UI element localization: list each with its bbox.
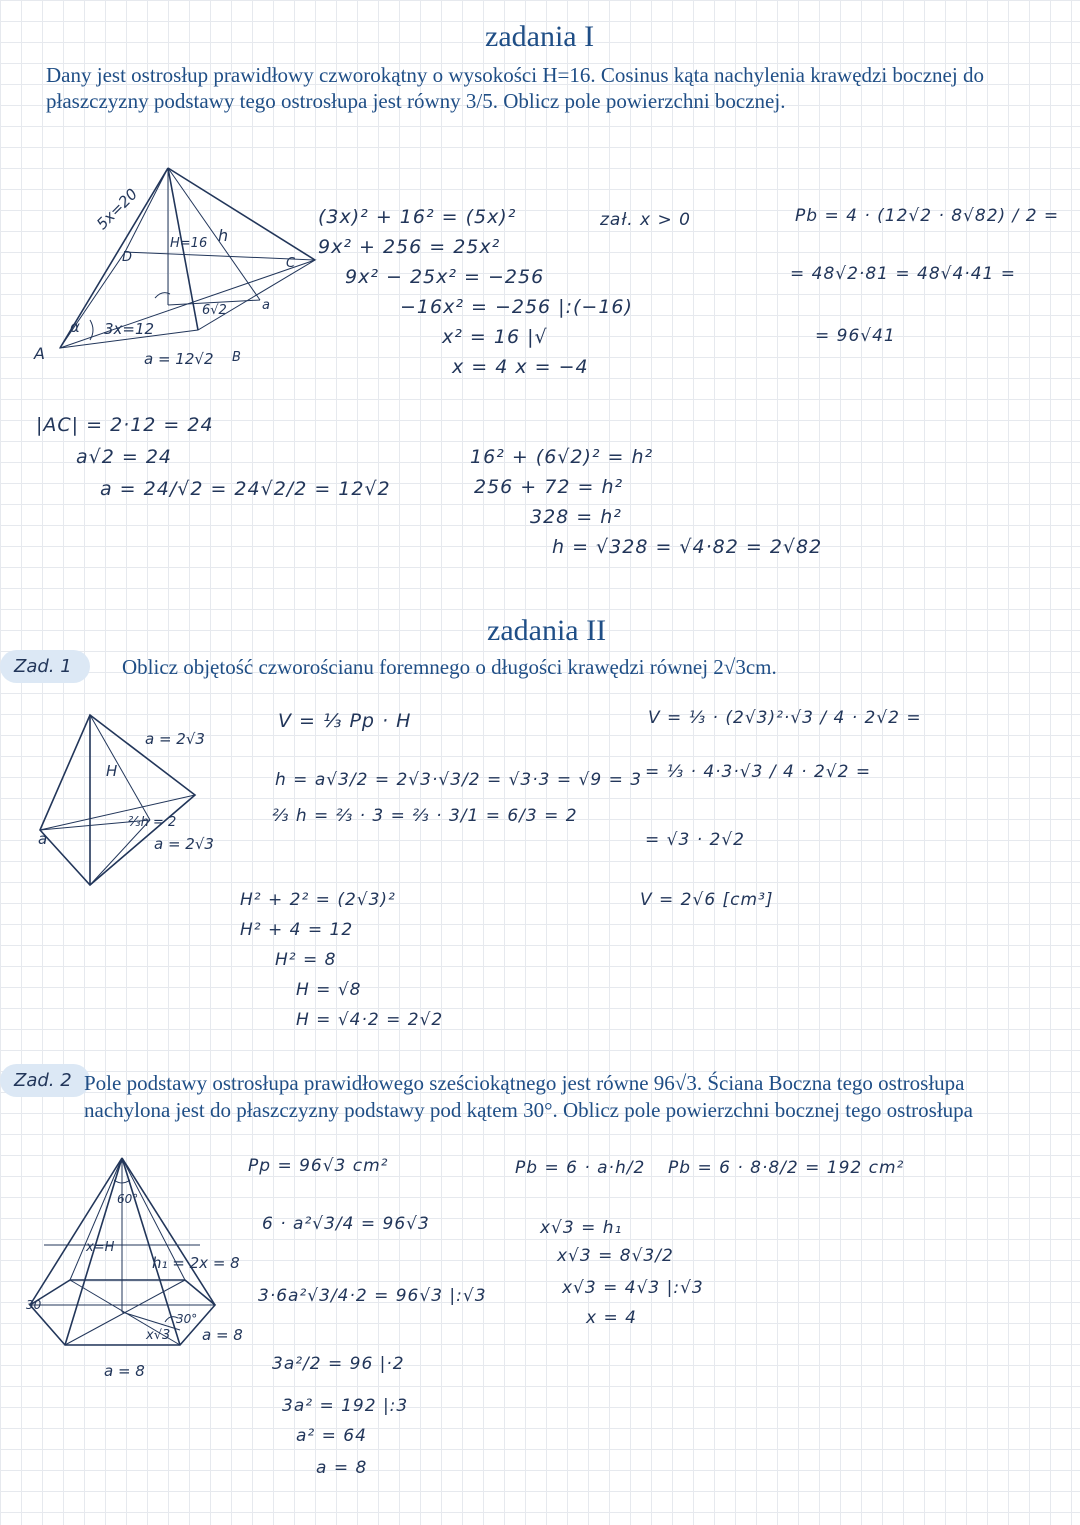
zad2-task-line1: Pole podstawy ostrosłupa prawidłowego sześciokątnego jest równe 96√3. Ściana Boczna tego ostrosłupa: [84, 1071, 965, 1095]
fig3-label-30-left: 30: [26, 1298, 42, 1312]
eq-x-2: 9x² + 256 = 25x²: [318, 236, 501, 258]
fig2-label-H: H: [106, 762, 118, 780]
ac-line-1: |AC| = 2·12 = 24: [36, 414, 214, 436]
section2-title: zadania II: [487, 614, 607, 647]
fig2-label-two-thirds: ⅔h = 2: [128, 815, 177, 830]
fig1-label-C: C: [286, 256, 296, 271]
fig3-label-60: 60°: [117, 1192, 139, 1206]
zad2-task-line2: nachylona jest do płaszczyzny podstawy pod kątem 30°. Oblicz pole powierzchni bocznej tego ostrosłupa: [84, 1098, 973, 1122]
fig1-label-half-diag: 3x=12: [104, 320, 155, 338]
zad1-v-line-3: = √3 · 2√2: [645, 830, 745, 850]
h-line-3: 328 = h²: [530, 506, 622, 528]
zad2-pb-result: Pb = 6 · 8·8/2 = 192 cm²: [668, 1158, 905, 1178]
pb-line-3: = 96√41: [815, 326, 896, 346]
fig1-label-slant: 5x=20: [92, 184, 142, 234]
square-pyramid-figure: [30, 150, 330, 380]
h-line-1: 16² + (6√2)² = h²: [470, 446, 654, 468]
task1-line2: płaszczyzny podstawy tego ostrosłupa jest równy 3/5. Oblicz pole powierzchni bocznej.: [46, 89, 786, 113]
fig1-label-h: h: [218, 226, 229, 245]
zad1-H-line-3: H² = 8: [275, 950, 337, 970]
zad1-H-line-4: H = √8: [296, 980, 362, 1000]
zad2-pp-line-4: 3a²/2 = 96 |·2: [272, 1354, 405, 1374]
fig1-label-half-side: 6√2: [202, 303, 227, 318]
zad2-x-line-2: x√3 = 8√3/2: [557, 1246, 674, 1266]
ac-line-3: a = 24/√2 = 24√2/2 = 12√2: [100, 478, 391, 500]
h-line-4: h = √328 = √4·82 = 2√82: [552, 536, 823, 558]
section1-title: zadania I: [485, 20, 595, 53]
fig1-label-H: H=16: [170, 236, 208, 251]
fig2-label-a-left: a: [38, 830, 48, 848]
fig1-label-D: D: [122, 250, 133, 265]
zad1-v-line-2: = ⅓ · 4·3·√3 / 4 · 2√2 =: [645, 762, 872, 782]
task1-line1: Dany jest ostrosłup prawidłowy czworokątny o wysokości H=16. Cosinus kąta nachylenia krawędzi bocznej do: [46, 63, 984, 87]
pb-line-1: Pb = 4 · (12√2 · 8√82) / 2 =: [795, 206, 1060, 226]
fig1-label-a: a: [262, 298, 270, 313]
zad1-v-line-4: V = 2√6 [cm³]: [640, 890, 774, 910]
zad2-label: Zad. 2: [0, 1064, 90, 1097]
zad1-label: Zad. 1: [0, 650, 90, 683]
fig3-label-H: x=H: [86, 1240, 115, 1255]
eq-x-4: −16x² = −256 |:(−16): [400, 296, 633, 318]
zad2-x-line-4: x = 4: [586, 1308, 637, 1328]
zad2-x-line-1: x√3 = h₁: [540, 1218, 623, 1238]
zad1-H-line-1: H² + 2² = (2√3)²: [240, 890, 396, 910]
zad2-pp-line-2: 6 · a²√3/4 = 96√3: [262, 1214, 430, 1234]
fig3-label-a-bottom: a = 8: [104, 1362, 145, 1380]
fig3-label-h: h₁ = 2x = 8: [152, 1254, 240, 1272]
zad1-v-formula: V = ⅓ Pp · H: [278, 710, 412, 732]
eq-x-3: 9x² − 25x² = −256: [345, 266, 545, 288]
zad2-pp-line-3: 3·6a²√3/4·2 = 96√3 |:√3: [258, 1286, 487, 1306]
zad1-H-line-5: H = √4·2 = 2√2: [296, 1010, 444, 1030]
fig1-label-side: a = 12√2: [144, 350, 214, 368]
fig1-label-alpha: α: [70, 318, 80, 336]
zad2-pp-line-6: a² = 64: [296, 1426, 367, 1446]
assumption: zał. x > 0: [600, 210, 691, 230]
fig1-label-B: B: [232, 350, 241, 365]
eq-x-5: x² = 16 |√: [442, 326, 548, 348]
zad2-pp-line-1: Pp = 96√3 cm²: [248, 1156, 389, 1176]
pb-line-2: = 48√2·81 = 48√4·41 =: [790, 264, 1016, 284]
fig2-label-a-top: a = 2√3: [145, 730, 205, 748]
ac-line-2: a√2 = 24: [76, 446, 173, 468]
zad1-task: Oblicz objętość czworościanu foremnego o długości krawędzi równej 2√3cm.: [122, 655, 777, 679]
eq-x-1: (3x)² + 16² = (5x)²: [318, 206, 517, 228]
fig1-label-A: A: [34, 344, 45, 363]
zad1-h-line-2: ⅔ h = ⅔ · 3 = ⅔ · 3/1 = 6/3 = 2: [272, 806, 578, 826]
eq-x-6: x = 4 x = −4: [452, 356, 589, 378]
tetrahedron-figure: [30, 690, 250, 890]
fig3-label-xsqrt3: x√3: [146, 1328, 171, 1343]
fig3-label-a-right: a = 8: [202, 1326, 243, 1344]
zad2-pb-formula: Pb = 6 · a·h/2: [515, 1158, 646, 1178]
zad2-pp-line-7: a = 8: [316, 1458, 368, 1478]
zad2-pp-line-5: 3a² = 192 |:3: [282, 1396, 409, 1416]
zad2-x-line-3: x√3 = 4√3 |:√3: [562, 1278, 704, 1298]
zad1-h-line-1: h = a√3/2 = 2√3·√3/2 = √3·3 = √9 = 3: [275, 770, 643, 790]
zad1-v-line-1: V = ⅓ · (2√3)²·√3 / 4 · 2√2 =: [648, 708, 922, 728]
h-line-2: 256 + 72 = h²: [474, 476, 624, 498]
fig2-label-a-bottom: a = 2√3: [154, 835, 214, 853]
fig3-label-30: 30°: [176, 1312, 198, 1326]
zad1-H-line-2: H² + 4 = 12: [240, 920, 354, 940]
